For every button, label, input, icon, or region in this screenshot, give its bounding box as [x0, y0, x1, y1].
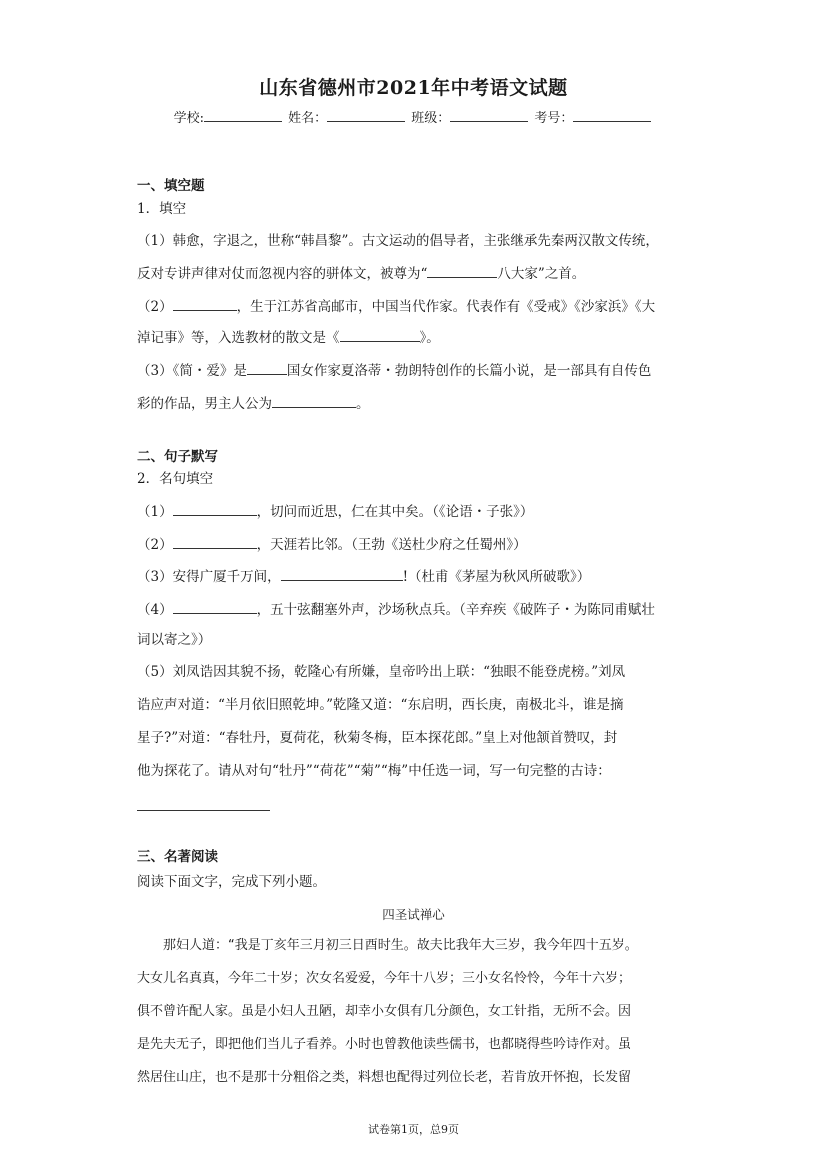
q1-line-4-text-a: 淖记事》等，入选教材的散文是《	[137, 330, 340, 346]
q2-item-5-line-4: 他为探花了。请从对句“牡丹”“荷花”“菊”“梅”中任选一词，写一句完整的古诗：	[137, 763, 611, 779]
q2-item-5-line-2: 诰应声对道：“半月依旧照乾坤。”乾隆又道：“东启明，西长庚，南极北斗，谁是摘	[137, 697, 624, 713]
school-label: 学校:	[173, 111, 204, 126]
story-line: 然居住山庄，也不是那十分粗俗之类，料想也配得过列位长老，若肯放开怀抱，长发留	[137, 1070, 632, 1085]
section2-heading: 二、句子默写	[137, 449, 218, 465]
q2-item-1-text-a: （1）	[137, 504, 173, 520]
story-line: 俱不曾许配人家。虽是小妇人丑陋，却幸小女俱有几分颜色，女工针指，无所不会。因	[137, 1004, 632, 1019]
story-title: 四圣试禅心	[382, 907, 445, 922]
q2-item-3	[137, 566, 693, 588]
story-line: 是先夫无子，即把他们当儿子看养。小时也曾教他读些儒书，也都晓得些吟诗作对。虽	[137, 1037, 632, 1052]
q1-line-3-text-b: ，生于江苏省高邮市，中国当代作家。代表作有《受戒》《沙家浜》《大	[236, 299, 656, 315]
blank-hero[interactable]	[272, 393, 356, 408]
name-blank[interactable]	[327, 109, 405, 122]
q1-line-3	[137, 296, 693, 318]
q2-item-3-text-a: （3）安得广厦千万间，	[137, 569, 281, 585]
name-label: 姓名：	[288, 111, 328, 126]
q1-line-4-text-b: 》。	[419, 330, 440, 346]
story-line: 大女儿名真真，今年二十岁；次女名爱爱，今年十八岁；三小女名怜怜，今年十六岁；	[137, 971, 632, 986]
student-info-line	[0, 107, 827, 126]
q1-line-6	[137, 393, 693, 415]
section3-heading: 三、名著阅读	[137, 849, 218, 865]
q1-line-6-text-a: 彩的作品，男主人公为	[137, 396, 272, 412]
number-blank[interactable]	[573, 109, 651, 122]
q1-line-2	[137, 263, 693, 285]
q2-item-2	[137, 534, 693, 556]
blank-essay[interactable]	[340, 327, 420, 342]
q1-line-5-text-b: 国女作家夏洛蒂・勃朗特创作的长篇小说，是一部具有自传色	[286, 363, 652, 379]
q2-title: 2．名句填空	[137, 471, 214, 487]
blank-eight-masters[interactable]	[427, 263, 497, 278]
q1-line-4	[137, 327, 693, 349]
q2-item-4-text-b: ，五十弦翻塞外声，沙场秋点兵。（辛弃疾《破阵子・为陈同甫赋壮	[256, 602, 655, 618]
q1-line-2-text-a: 反对专讲声律对仗而忽视内容的骈体文，被尊为“	[137, 266, 428, 282]
section1-heading: 一、填空题	[137, 178, 205, 194]
q2-item-4	[137, 599, 693, 621]
q1-line-5	[137, 360, 693, 382]
page-footer: 试卷第1页，总9页	[368, 1123, 459, 1136]
blank-country[interactable]	[247, 360, 287, 375]
q1-line-5-text-a: （3）《简・爱》是	[137, 363, 247, 379]
q1-line-6-text-b: 。	[356, 396, 370, 412]
exam-title: 山东省德州市2021年中考语文试题	[259, 77, 568, 99]
q1-line-2-text-b: 八大家”之首。	[497, 266, 586, 282]
blank-q2-5[interactable]	[137, 810, 270, 811]
blank-q2-1[interactable]	[173, 501, 257, 516]
number-label: 考号：	[534, 111, 574, 126]
class-label: 班级：	[411, 111, 451, 126]
class-blank[interactable]	[450, 109, 528, 122]
q1-title: 1．填空	[137, 201, 187, 217]
school-blank[interactable]	[204, 109, 282, 122]
story-line: 那妇人道：“我是丁亥年三月初三日酉时生。故夫比我年大三岁，我今年四十五岁。	[137, 938, 638, 953]
q2-item-2-text-a: （2）	[137, 537, 173, 553]
q2-item-2-text-b: ，天涯若比邻。（王勃《送杜少府之任蜀州》）	[256, 537, 527, 553]
blank-q2-2[interactable]	[173, 534, 257, 549]
q2-item-1-text-b: ，切问而近思，仁在其中矣。（《论语・子张》）	[256, 504, 534, 520]
blank-q2-3[interactable]	[281, 566, 403, 581]
q2-item-1	[137, 501, 693, 523]
blank-q2-4[interactable]	[173, 599, 257, 614]
q1-line-3-text-a: （2）	[137, 299, 173, 315]
q2-item-4-cont: 词以寄之》）	[137, 632, 212, 648]
q2-item-5-line-3: 星子?”对道：“春牡丹，夏荷花，秋菊冬梅，臣本探花郎。”皇上对他颔首赞叹，封	[137, 730, 618, 746]
blank-author[interactable]	[173, 296, 237, 311]
q2-item-4-text-a: （4）	[137, 602, 173, 618]
q1-line-1: （1）韩愈，字退之，世称“韩昌黎”。古文运动的倡导者，主张继承先秦两汉散文传统，	[137, 233, 659, 249]
q2-item-5-line-1: （5）刘凤诰因其貌不扬，乾隆心有所嫌，皇帝吟出上联：“独眼不能登虎榜。”刘凤	[137, 664, 626, 680]
reading-intro: 阅读下面文字，完成下列小题。	[137, 874, 326, 890]
q2-item-3-text-b: !（杜甫《茅屋为秋风所破歌》）	[402, 569, 591, 585]
